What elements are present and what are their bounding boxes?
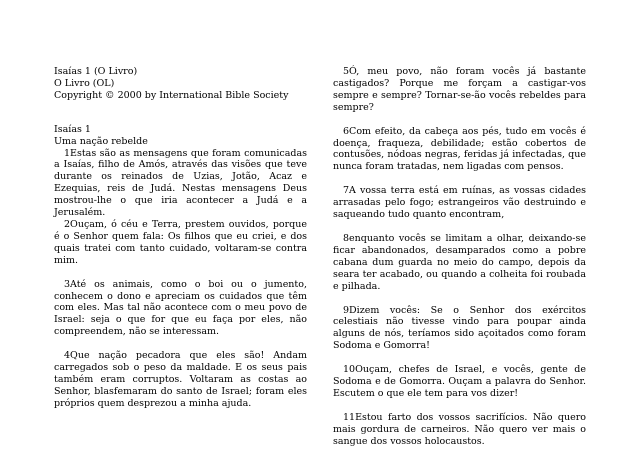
left-column (54, 66, 307, 410)
verse-4: 4Que nação pecadora que eles são! Andam carregados sob o peso da maldade. E os seus pais também eram corruptos. Voltaram as costas ao Senhor, blasfemaram do santo de Israel; foram eles próprios quem desprezou a minha ajuda. (54, 350, 307, 409)
verse-3: 3Até os animais, como o boi ou o jumento, conhecem o dono e apreciam os cuidados que têm com eles. Mas tal não acontece com o meu povo de Israel: seja o que for que eu faça por eles, não compreendem, não se interessam. (54, 278, 307, 338)
verse-7: 7A vossa terra está em ruínas, as vossas cidades arrasadas pelo fogo; estrangeiros vão destruindo e saqueando tudo quanto encontram, (333, 185, 586, 221)
section-heading: Uma nação rebelde (54, 135, 148, 147)
version-name: O Livro (OL) (54, 77, 115, 89)
copyright-notice: Copyright © 2000 by International Bible Society (54, 89, 289, 101)
verse-10: 10Ouçam, chefes de Israel, e vocês, gente de Sodoma e de Gomorra. Ouçam a palavra do Senhor. Escutem o que ele tem para vos dizer! (333, 364, 586, 399)
verse-2: 2Ouçam, ó céu e Terra, prestem ouvidos, porque é o Senhor quem fala: Os filhos que eu criei, e dos quais tratei com tanto cuidado, voltaram-se contra mim. (54, 218, 307, 266)
verse-8: 8enquanto vocês se limitam a olhar, deixando-se ficar abandonados, desamparados como a pobre cabana dum guarda no meio do campo, depois da seara ter acabado, ou quando a colheita foi roubada e pilhada. (333, 232, 586, 292)
verse-9: 9Dizem vocês: Se o Senhor dos exércitos celestiais não tivesse vindo para poupar ainda alguns de nós, teríamos sido açoitados como foram Sodoma e Gomorra! (333, 304, 586, 352)
verse-5: 5Ó, meu povo, não foram vocês já bastante castigados? Porque me forçam a castigar-vos sempre e sempre? Tornar-se-ão vocês rebeldes para sempre? (333, 66, 586, 113)
right-column (333, 66, 586, 448)
verse-6: 6Com efeito, da cabeça aos pés, tudo em vocês é doença, fraqueza, debilidade; estão cobertos de contusões, nódoas negras, feridas já infectadas, que nunca foram tratadas, nem ligadas com pensos. (333, 125, 586, 173)
verse-11: 11Estou farto dos vossos sacrifícios. Não quero mais gordura de carneiros. Não quero ver mais o sangue dos vossos holocaustos. (333, 411, 586, 447)
book-title: Isaías 1 (O Livro) (54, 66, 138, 77)
chapter-title: Isaías 1 (54, 123, 91, 135)
verse-1: 1Estas são as mensagens que foram comunicadas a Isaías, filho de Amós, através das visões que teve durante os reinados de Uzias, Jotão, Acaz e Ezequias, reis de Judá. Nestas mensagens Deus mostrou-lhe o que iria acontecer a Judá e a Jerusalém. (54, 147, 307, 219)
